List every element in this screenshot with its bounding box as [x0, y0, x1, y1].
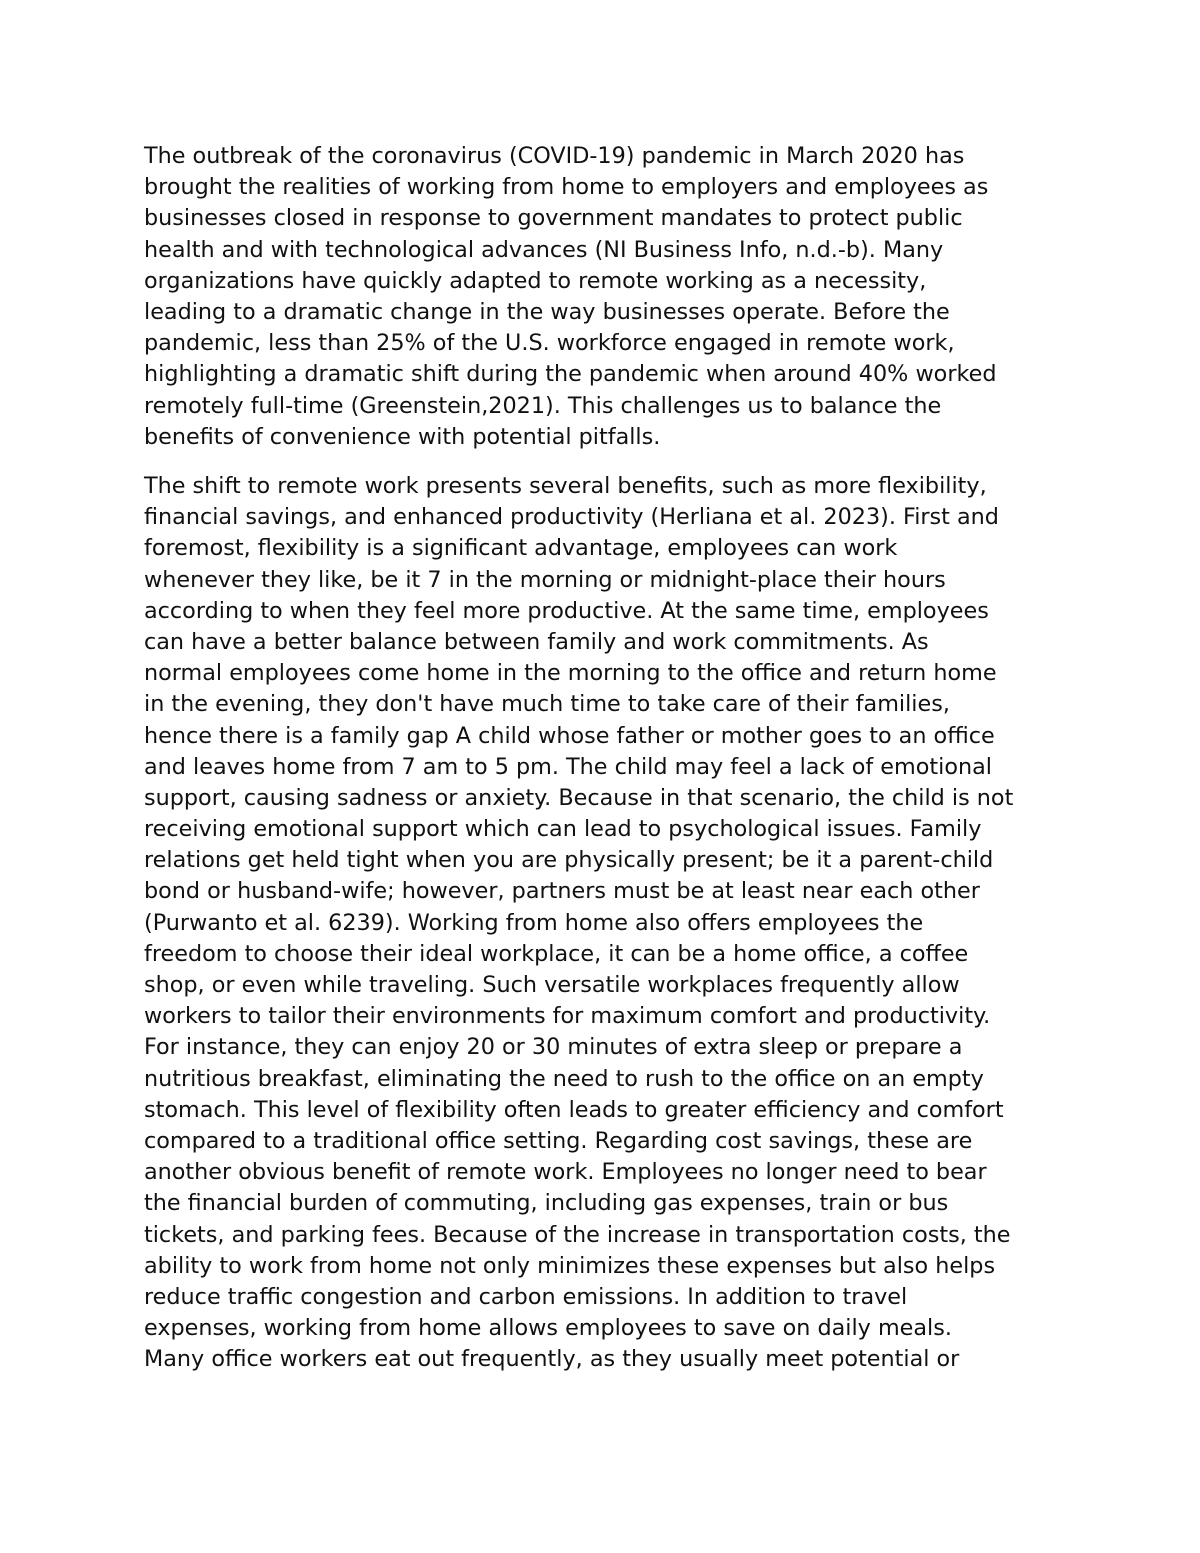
paragraph-benefits	[144, 471, 1084, 1375]
text-line: For instance, they can enjoy 20 or 30 minutes of extra sleep or prepare a	[144, 1034, 963, 1061]
text-line: bond or husband-wife; however, partners must be at least near each other	[144, 878, 980, 905]
text-line: nutritious breakfast, eliminating the need to rush to the office on an empty	[144, 1065, 984, 1092]
text-line: stomach. This level of flexibility often leads to greater efficiency and comfort	[144, 1096, 1004, 1123]
text-line: compared to a traditional office setting. Regarding cost savings, these are	[144, 1127, 973, 1154]
text-line: expenses, working from home allows employees to save on daily meals.	[144, 1315, 952, 1342]
text-line: brought the realities of working from home to employers and employees as	[144, 174, 989, 201]
text-line: highlighting a dramatic shift during the pandemic when around 40% worked	[144, 361, 997, 388]
text-line: Many office workers eat out frequently, as they usually meet potential or	[144, 1346, 960, 1373]
text-line: another obvious benefit of remote work. Employees no longer need to bear	[144, 1159, 987, 1186]
text-line: relations get held tight when you are physically present; be it a parent-child	[144, 847, 994, 874]
text-line: businesses closed in response to government mandates to protect public	[144, 205, 963, 232]
text-line: according to when they feel more productive. At the same time, employees	[144, 597, 989, 624]
text-line: workers to tailor their environments for maximum comfort and productivity.	[144, 1003, 991, 1030]
text-line: The outbreak of the coronavirus (COVID-19) pandemic in March 2020 has	[144, 143, 965, 169]
text-line: benefits of convenience with potential pitfalls.	[144, 423, 661, 450]
text-line: remotely full-time (Greenstein,2021). This challenges us to balance the	[144, 392, 942, 419]
text-line: can have a better balance between family and work commitments. As	[144, 628, 929, 655]
text-line: whenever they like, be it 7 in the morning or midnight-place their hours	[144, 566, 946, 593]
text-line: receiving emotional support which can lead to psychological issues. Family	[144, 816, 982, 843]
text-line: and leaves home from 7 am to 5 pm. The child may feel a lack of emotional	[144, 753, 992, 780]
text-line: the financial burden of commuting, including gas expenses, train or bus	[144, 1190, 949, 1217]
text-line: shop, or even while traveling. Such versatile workplaces frequently allow	[144, 972, 960, 998]
text-line: financial savings, and enhanced productivity (Herliana et al. 2023). First and	[144, 504, 999, 531]
text-line: organizations have quickly adapted to remote working as a necessity,	[144, 267, 927, 294]
text-line: in the evening, they don't have much time to take care of their families,	[144, 691, 950, 718]
text-line: health and with technological advances (NI Business Info, n.d.-b). Many	[144, 236, 944, 263]
text-line: leading to a dramatic change in the way businesses operate. Before the	[144, 298, 950, 325]
text-line: The shift to remote work presents several benefits, such as more flexibility,	[144, 473, 987, 499]
paragraph-intro	[144, 141, 1084, 453]
text-line: tickets, and parking fees. Because of the increase in transportation costs, the	[144, 1221, 1011, 1248]
text-line: freedom to choose their ideal workplace, it can be a home office, a coffee	[144, 940, 969, 967]
text-line: support, causing sadness or anxiety. Because in that scenario, the child is not	[144, 784, 1014, 811]
text-line: pandemic, less than 25% of the U.S. workforce engaged in remote work,	[144, 330, 955, 357]
text-line: hence there is a family gap A child whose father or mother goes to an office	[144, 722, 995, 749]
text-line: normal employees come home in the morning to the office and return home	[144, 660, 997, 687]
text-line: reduce traffic congestion and carbon emissions. In addition to travel	[144, 1283, 908, 1310]
text-line: ability to work from home not only minimizes these expenses but also helps	[144, 1252, 996, 1279]
text-line: (Purwanto et al. 6239). Working from home also offers employees the	[144, 909, 924, 936]
text-line: foremost, flexibility is a significant advantage, employees can work	[144, 535, 898, 562]
